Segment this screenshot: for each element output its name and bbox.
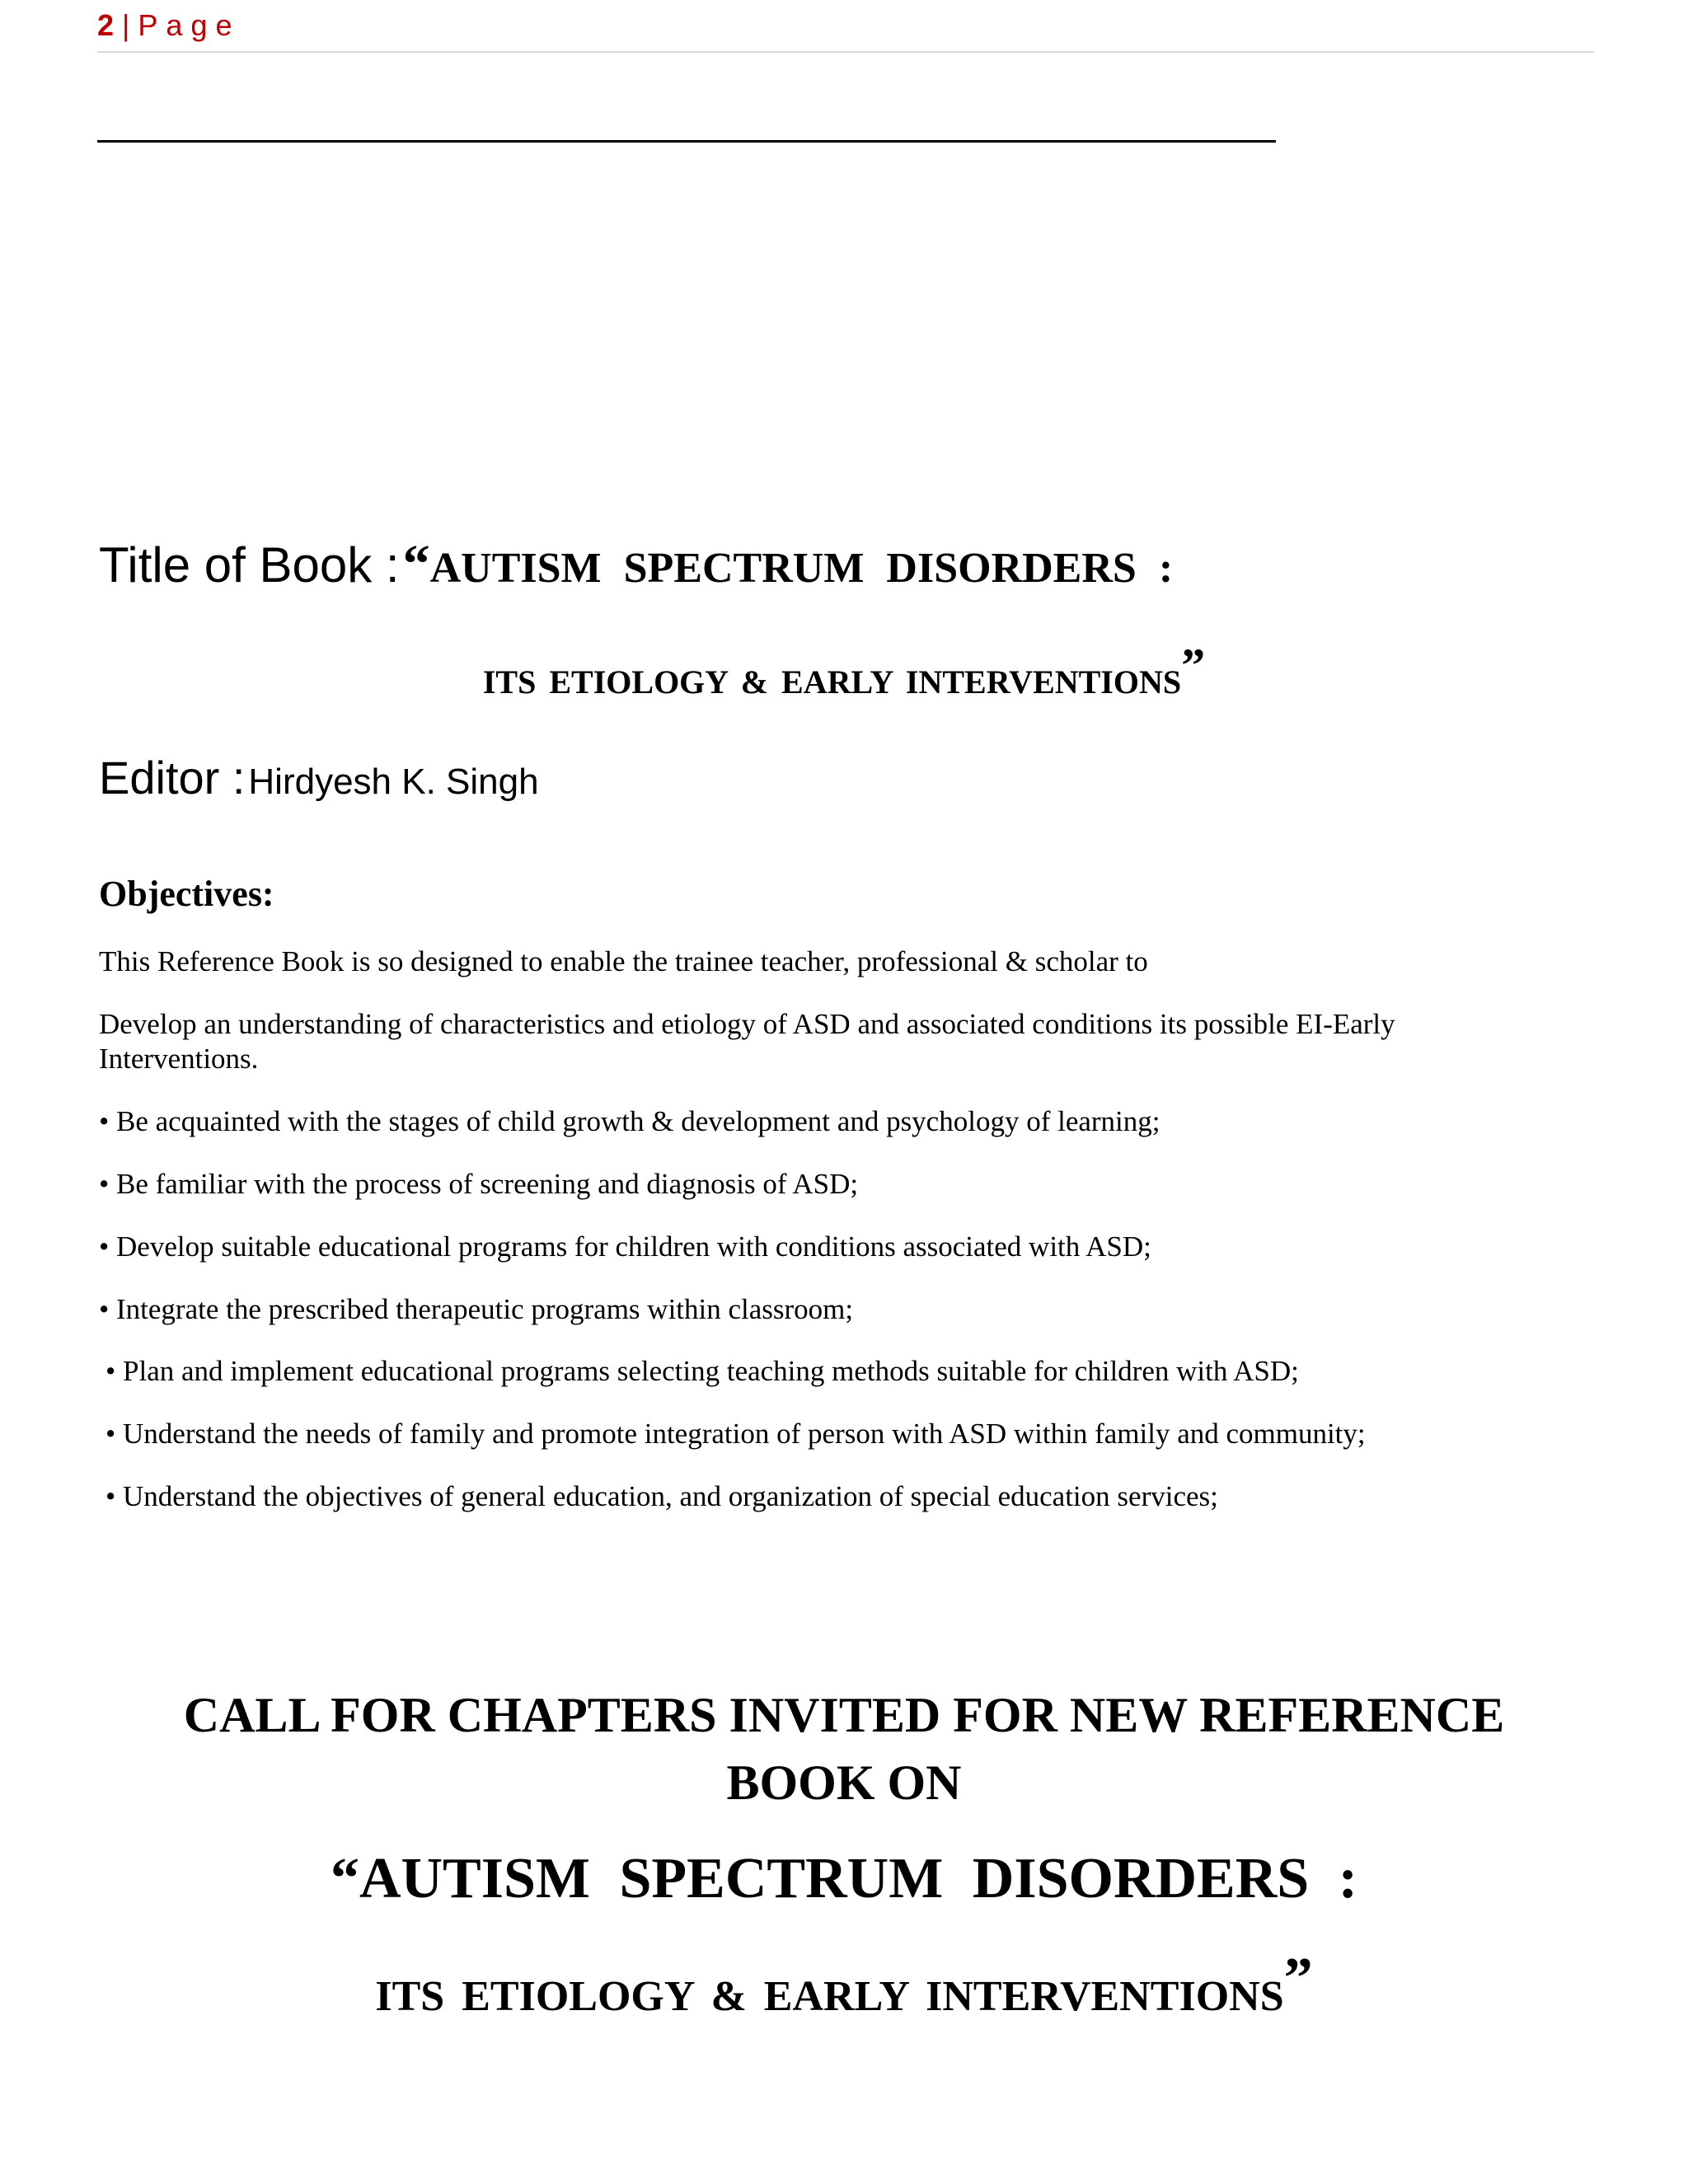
call-for-chapters-line-2: BOOK ON	[726, 1755, 962, 1810]
objective-bullet: • Understand the objectives of general education, and organization of special education services;	[106, 1480, 1218, 1512]
call-for-chapters-line-1: CALL FOR CHAPTERS INVITED FOR NEW REFERENCE	[183, 1688, 1505, 1742]
objective-bullet: • Understand the needs of family and promote integration of person with ASD within family and community;	[106, 1418, 1366, 1450]
objectives-intro: This Reference Book is so designed to enable the trainee teacher, professional & scholar to	[99, 945, 1148, 977]
page-number-label	[97, 5, 240, 46]
objective-bullet: • Plan and implement educational programs selecting teaching methods suitable for children with ASD;	[106, 1355, 1299, 1387]
book-title-line	[99, 527, 1173, 616]
call-for-chapters-heading	[0, 1681, 1688, 1816]
book-title-close-quote: ”	[1181, 639, 1206, 692]
call-for-chapters-subtitle-line	[0, 1941, 1688, 2035]
objectives-heading: Objectives:	[99, 874, 274, 914]
objective-bullet: • Be familiar with the process of screening and diagnosis of ASD;	[99, 1168, 859, 1200]
page-word: Page	[138, 8, 241, 42]
objective-bullet: • Be acquainted with the stages of child growth & development and psychology of learning;	[99, 1105, 1160, 1137]
book-title-open-quote: “	[402, 534, 430, 594]
call-for-chapters-close-quote: ”	[1283, 1947, 1313, 2010]
call-for-chapters-title: “AUTISM SPECTRUM DISORDERS :	[330, 1847, 1358, 1910]
horizontal-rule	[97, 140, 1276, 143]
book-subtitle-line	[0, 633, 1688, 723]
call-for-chapters-subtitle: ITS ETIOLOGY & EARLY INTERVENTIONS	[375, 1973, 1284, 2020]
page-separator: |	[122, 8, 130, 42]
objectives-develop: Develop an understanding of characteristics and etiology of ASD and associated conditions its possible EI-Early Interventions.	[99, 1008, 1395, 1075]
book-title-main: AUTISM SPECTRUM DISORDERS :	[429, 545, 1174, 592]
page-number: 2	[97, 8, 115, 42]
page-header	[97, 5, 1594, 53]
editor-name: Hirdyesh K. Singh	[248, 762, 539, 802]
editor-label: Editor :	[99, 752, 246, 804]
editor-line	[99, 745, 539, 823]
objective-bullet: • Integrate the prescribed therapeutic programs within classroom;	[99, 1293, 854, 1325]
book-title-label: Title of Book :	[99, 537, 400, 593]
book-subtitle: ITS ETIOLOGY & EARLY INTERVENTIONS	[482, 663, 1182, 701]
objective-bullet: • Develop suitable educational programs for children with conditions associated with ASD;	[99, 1230, 1151, 1263]
